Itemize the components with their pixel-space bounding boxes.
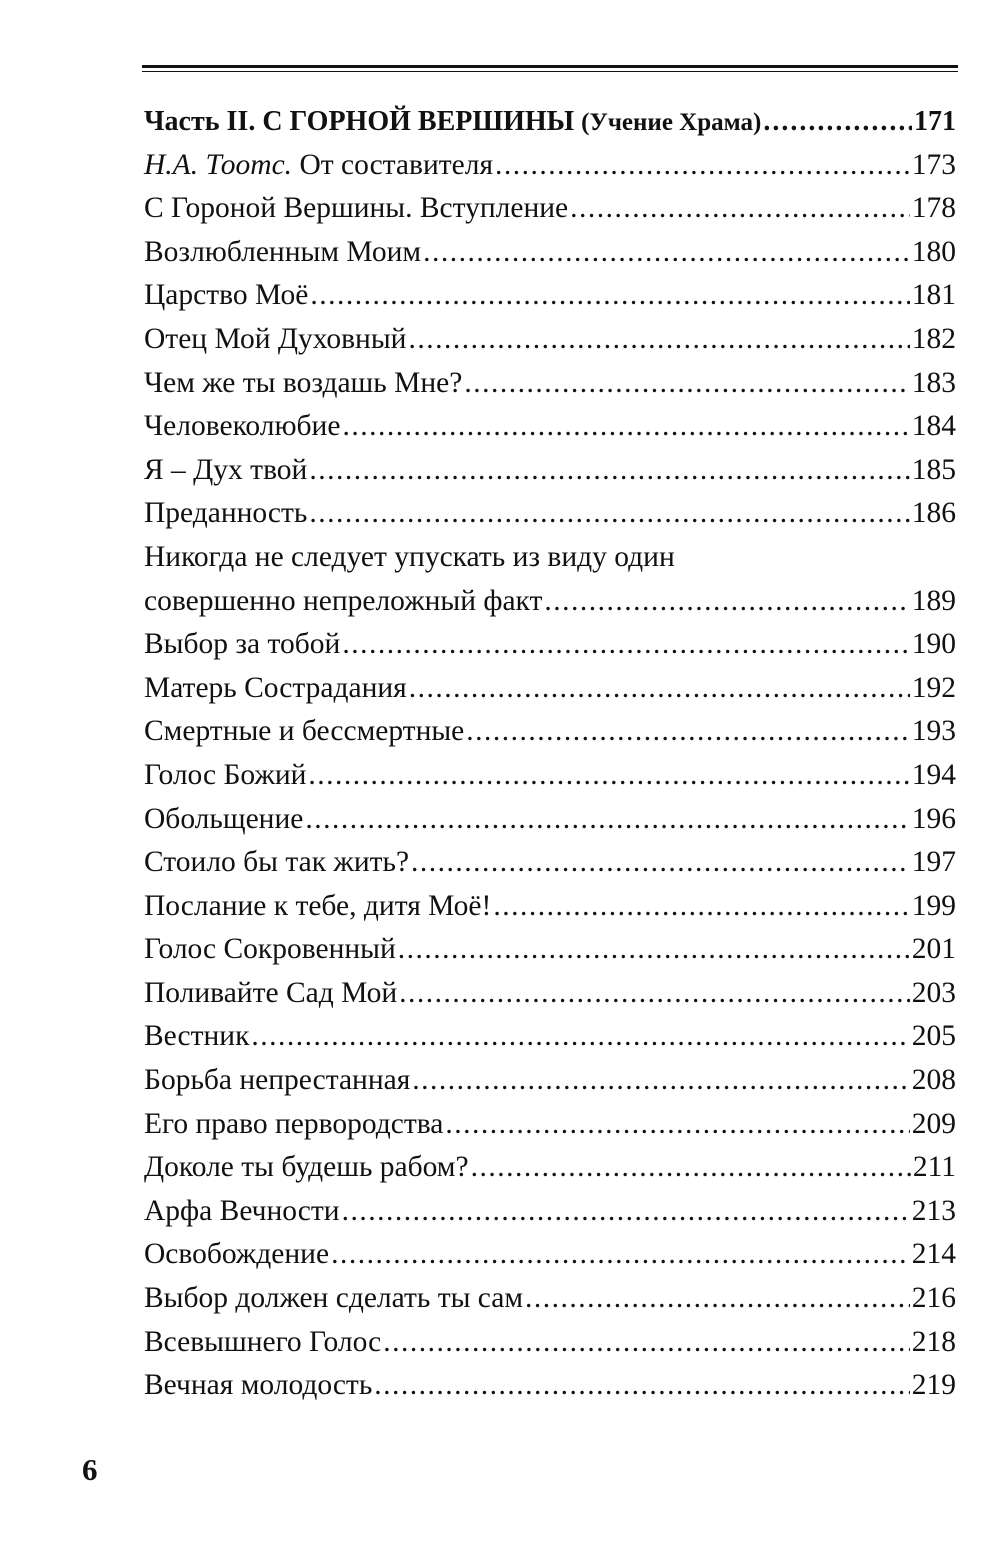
toc-entry-title: Преданность: [144, 497, 308, 530]
toc-entry: [144, 1103, 956, 1147]
toc-entry: [144, 1233, 956, 1277]
toc-entry: [144, 885, 956, 929]
toc-entry: [144, 231, 956, 275]
toc-entry: [144, 1277, 956, 1321]
toc-entry-title: С Гороной Вершины. Вступление: [144, 192, 569, 225]
dot-leader: [466, 710, 909, 754]
toc-entry-page: 189: [911, 584, 956, 617]
toc-entry-title: Обольщение: [144, 802, 304, 835]
toc-entry-title: Всевышнего Голос: [144, 1325, 382, 1358]
toc-entry-page: 196: [911, 802, 956, 835]
dot-leader: [464, 362, 909, 406]
toc-entry-page: 184: [911, 410, 956, 443]
dot-leader: [445, 1103, 909, 1147]
toc-entry-title: Освобождение: [144, 1238, 330, 1271]
toc-entry-title: Голос Божий: [144, 758, 307, 791]
dot-leader: [495, 144, 910, 188]
dot-leader: [525, 1277, 910, 1321]
dot-leader: [412, 1059, 909, 1103]
dot-leader: [310, 274, 909, 318]
toc-entry: [144, 362, 956, 406]
toc-entry-page: 190: [911, 628, 956, 661]
toc-entry-author: Н.А. Тоотс.: [144, 148, 293, 181]
page-number: 6: [82, 1452, 98, 1487]
toc-entry-page: 216: [911, 1282, 956, 1315]
toc-entry: [144, 1190, 956, 1234]
dot-leader: [544, 580, 909, 624]
dot-leader: [411, 841, 910, 885]
toc-entry-page: 181: [911, 279, 956, 312]
toc-entry: [144, 972, 956, 1016]
toc-entry-title: Выбор за тобой: [144, 628, 341, 661]
toc-entry-page: 193: [911, 715, 956, 748]
toc-entry-title: Человеколюбие: [144, 410, 341, 443]
toc-entry: [144, 187, 956, 231]
toc-entry-page: 197: [911, 846, 956, 879]
toc-entry-page: 209: [911, 1107, 956, 1140]
toc-entry-page: 201: [911, 933, 956, 966]
header-rule-thick: [142, 65, 958, 68]
toc-part-heading: [144, 100, 956, 144]
toc-entry-page: 173: [911, 148, 956, 181]
toc-entry-title: От составителя: [299, 148, 494, 181]
dot-leader: [763, 100, 912, 144]
toc-entry: [144, 928, 956, 972]
toc-entry-page: 214: [911, 1238, 956, 1271]
toc-entry-page: 182: [911, 322, 956, 355]
toc-entry-title: Арфа Вечности: [144, 1194, 340, 1227]
toc-entry-page: 194: [911, 758, 956, 791]
toc-entry-page: 178: [911, 192, 956, 225]
toc-entry-line1: [144, 536, 956, 580]
dot-leader: [309, 492, 909, 536]
toc-entry-page: 205: [911, 1020, 956, 1053]
toc-entry-title-group: [144, 144, 493, 188]
dot-leader: [251, 1015, 909, 1059]
dot-leader: [331, 1233, 910, 1277]
toc-entry-title: Его право первородства: [144, 1107, 444, 1140]
toc-entry: [144, 1146, 956, 1190]
toc-entry-title: Доколе ты будешь рабом?: [144, 1151, 469, 1184]
toc-entry: [144, 754, 956, 798]
toc-entry: [144, 1059, 956, 1103]
dot-leader: [398, 928, 910, 972]
dot-leader: [570, 187, 910, 231]
toc-entry: [144, 580, 956, 624]
dot-leader: [408, 318, 909, 362]
part-title: Часть II. С ГОРНОЙ ВЕРШИНЫ: [144, 106, 575, 137]
toc-entry: [144, 1364, 956, 1408]
dot-leader: [308, 754, 909, 798]
toc-entry-title: совершенно непреложный факт: [144, 584, 543, 617]
toc-entry: [144, 841, 956, 885]
toc-entry: [144, 405, 956, 449]
dot-leader: [423, 231, 910, 275]
toc-entry-title: Борьба непрестанная: [144, 1064, 411, 1097]
toc-entry-title: Матерь Сострадания: [144, 671, 407, 704]
toc-entry-title: Я – Дух твой: [144, 453, 308, 486]
toc-entry-title: Стоило бы так жить?: [144, 846, 410, 879]
toc-entry: [144, 1321, 956, 1365]
dot-leader: [342, 623, 909, 667]
toc-entry-page: 208: [911, 1064, 956, 1097]
toc-entry-title: Чем же ты воздашь Мне?: [144, 366, 463, 399]
dot-leader: [471, 1146, 911, 1190]
toc-entry-page: 185: [911, 453, 956, 486]
toc-entry-page: 192: [911, 671, 956, 704]
toc-entry-page: 186: [911, 497, 956, 530]
toc-entry-title: Возлюбленным Моим: [144, 235, 422, 268]
dot-leader: [374, 1364, 909, 1408]
dot-leader: [409, 667, 910, 711]
toc-entry-title: Смертные и бессмертные: [144, 715, 465, 748]
toc-entry-title: Отец Мой Духовный: [144, 322, 407, 355]
toc-entry: [144, 492, 956, 536]
header-rule-thin: [142, 71, 958, 72]
table-of-contents: [144, 100, 956, 1408]
toc-entry-title: Никогда не следует упускать из виду один: [144, 540, 675, 573]
toc-entry-title: Послание к тебе, дитя Моё!: [144, 889, 492, 922]
toc-entry: [144, 1015, 956, 1059]
part-page: 171: [914, 106, 956, 137]
toc-entry-page: 218: [911, 1325, 956, 1358]
dot-leader: [342, 1190, 910, 1234]
toc-entry: [144, 667, 956, 711]
toc-entry-title: Выбор должен сделать ты сам: [144, 1282, 523, 1315]
toc-entry-page: 203: [911, 976, 956, 1009]
dot-leader: [342, 405, 909, 449]
toc-entry-title: Поливайте Сад Мой: [144, 976, 398, 1009]
toc-entry: [144, 710, 956, 754]
dot-leader: [305, 798, 909, 842]
toc-entry-title: Вестник: [144, 1020, 250, 1053]
toc-entry-page: 213: [911, 1194, 956, 1227]
toc-entry-title: Царство Моё: [144, 279, 309, 312]
dot-leader: [493, 885, 909, 929]
part-subtitle: (Учение Храма): [581, 109, 762, 136]
dot-leader: [383, 1321, 910, 1365]
toc-entry: [144, 274, 956, 318]
toc-entry-title: Голос Сокровенный: [144, 933, 396, 966]
toc-entry-page: 199: [911, 889, 956, 922]
toc-entry: [144, 318, 956, 362]
toc-entry: [144, 144, 956, 188]
toc-entry-page: 211: [912, 1151, 956, 1184]
toc-entry-page: 183: [911, 366, 956, 399]
toc-entry: [144, 798, 956, 842]
part-title-group: [144, 100, 761, 145]
toc-entry-page: 180: [911, 235, 956, 268]
toc-entry-title: Вечная молодость: [144, 1369, 373, 1402]
dot-leader: [399, 972, 910, 1016]
dot-leader: [309, 449, 909, 493]
toc-entry-page: 219: [911, 1369, 956, 1402]
toc-entry: [144, 449, 956, 493]
toc-entry: [144, 623, 956, 667]
